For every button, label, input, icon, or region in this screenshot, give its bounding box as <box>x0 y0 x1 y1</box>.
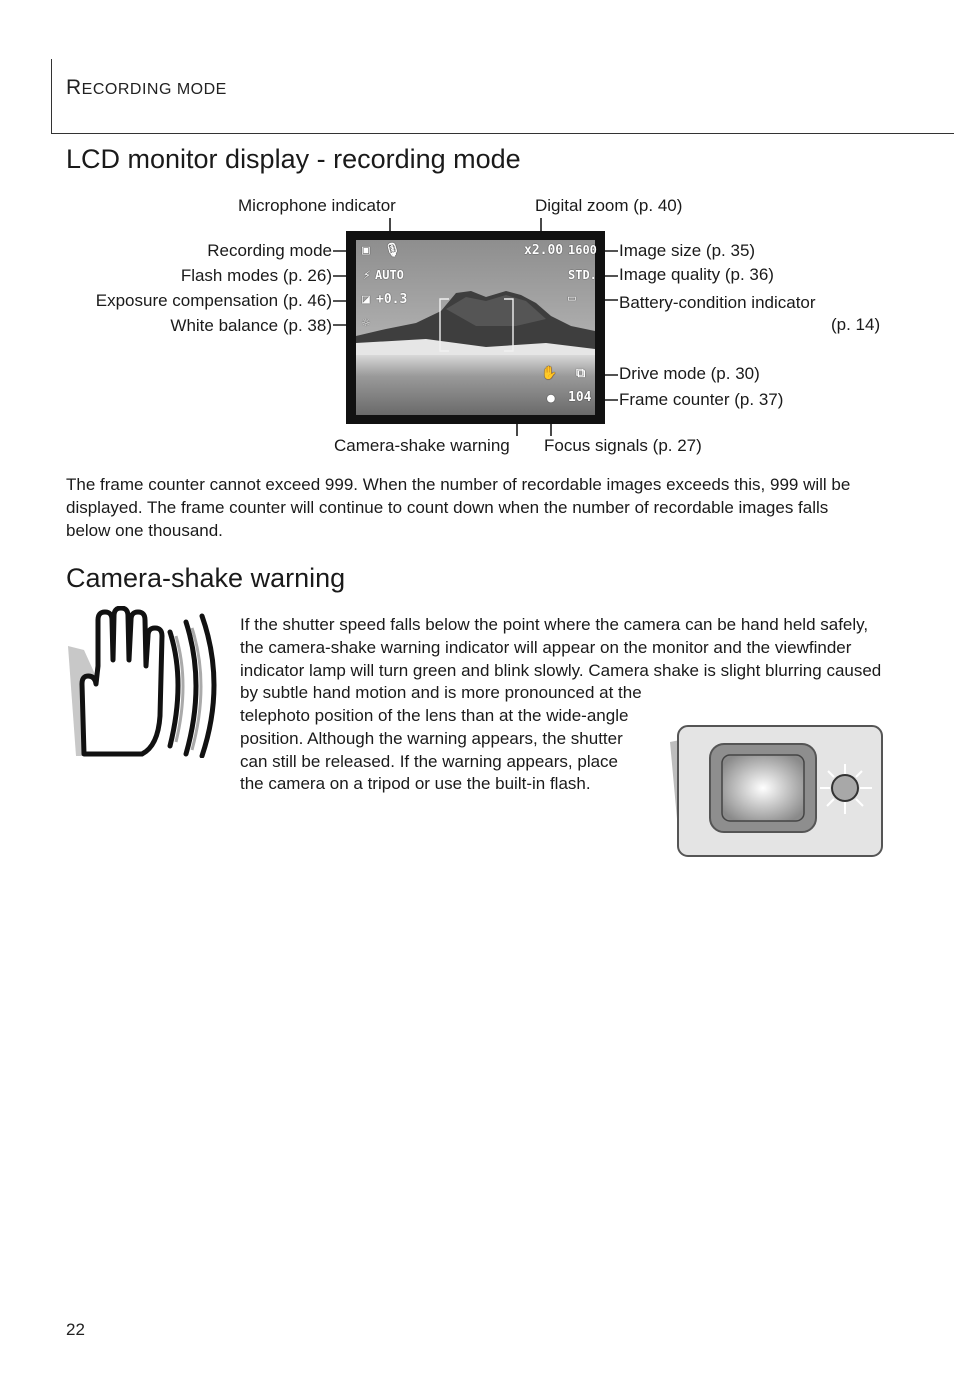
exposure-compensation-readout: +0.3 <box>376 292 408 307</box>
focus-signal-icon: ● <box>547 391 555 406</box>
lcd-monitor <box>346 231 605 424</box>
camera-shake-paragraph-wide: If the shutter speed falls below the point where the camera can be hand held safely, the camera-shake warning indicator will appear on the monitor and the viewfinder indicator lamp will turn green and blink slowly. Camera shake is slight blurring caused by subtle hand motion and is more pronounced at the <box>240 615 882 703</box>
camera-shake-icon: ✋ <box>541 366 558 381</box>
camera-shake-section-title: Camera-shake warning <box>66 563 346 593</box>
page-number: 22 <box>66 1320 85 1339</box>
label-recording-mode: Recording mode <box>207 241 332 260</box>
label-exposure-compensation: Exposure compensation (p. 46) <box>95 291 332 310</box>
label-digital-zoom: Digital zoom (p. 40) <box>535 196 683 215</box>
label-image-size: Image size (p. 35) <box>619 241 756 260</box>
label-camera-shake-warning: Camera-shake warning <box>334 436 510 455</box>
image-size-readout: 1600 <box>568 243 597 257</box>
drive-mode-icon: ⧉ <box>576 366 586 381</box>
image-quality-readout: STD. <box>568 268 597 282</box>
label-battery-page: (p. 14) <box>831 315 881 334</box>
battery-icon: ▭ <box>568 291 576 306</box>
viewfinder-lamp-illustration <box>670 722 886 862</box>
lcd-section-title: LCD monitor display - recording mode <box>66 144 521 174</box>
label-battery-condition: Battery-condition indicator <box>619 293 816 312</box>
frame-counter-note: The frame counter cannot exceed 999. When the number of recordable images exceeds this, 999 will be displayed. The frame counter will continue to count down when the number of recordable images falls below one thousand. <box>66 475 851 540</box>
label-image-quality: Image quality (p. 36) <box>619 265 774 284</box>
flash-mode-readout: AUTO <box>375 268 404 282</box>
label-flash-modes: Flash modes (p. 26) <box>180 266 332 285</box>
white-balance-icon: ☼ <box>362 316 370 331</box>
frame-counter-readout: 104 <box>568 390 592 405</box>
label-drive-mode: Drive mode (p. 30) <box>619 364 760 383</box>
label-white-balance: White balance (p. 38) <box>170 316 332 335</box>
camera-shake-paragraph-narrow: telephoto position of the lens than at the wide-angle position. Although the warning appears, the shutter can still be released. If the warning appears, place the camera on a tripod or use the built-in flash. <box>240 706 629 794</box>
lcd-scene-image <box>346 231 605 424</box>
label-microphone-indicator: Microphone indicator <box>238 196 396 215</box>
camera-shake-hand-icon <box>62 606 232 758</box>
flash-icon: ⚡ <box>363 268 371 283</box>
exposure-compensation-icon: ◪ <box>362 292 370 307</box>
label-frame-counter: Frame counter (p. 37) <box>619 390 784 409</box>
label-focus-signals: Focus signals (p. 27) <box>544 436 702 455</box>
microphone-icon: 🎙 <box>384 243 401 258</box>
section-header: RECORDING MODE <box>66 76 227 99</box>
digital-zoom-readout: x2.00 <box>524 243 564 258</box>
camera-icon: ▣ <box>362 243 370 258</box>
